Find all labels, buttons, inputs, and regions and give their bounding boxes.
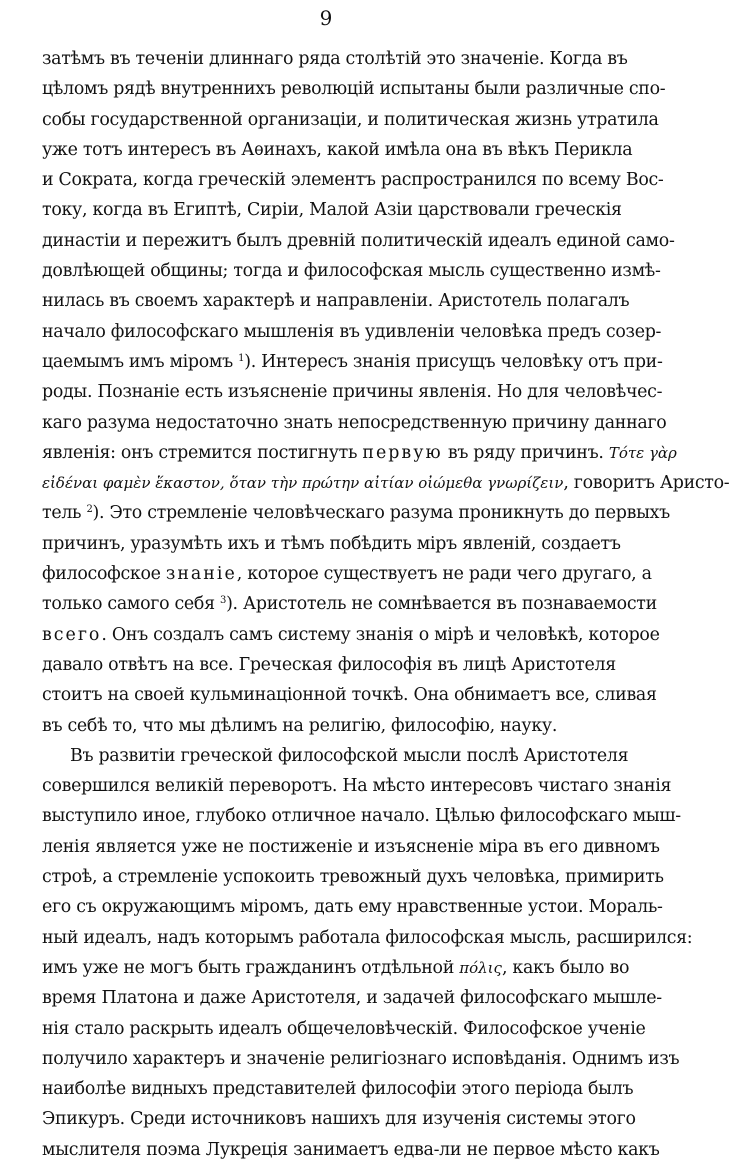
text-line: мыслителя поэма Лукреція занимаетъ едва-ли не первое мѣсто какъ — [42, 1139, 660, 1160]
text-line: ленія является уже не постиженіе и изъясненіе міра въ его дивномъ — [42, 836, 660, 857]
text-fragment: явленія: онъ стремится постигнуть — [42, 442, 358, 463]
text-line: и Сократа, когда греческій элементъ распространился по всему Вос- — [42, 170, 664, 191]
text-line: время Платона и даже Аристотеля, и задачей философскаго мышле- — [42, 988, 662, 1009]
text-line: строѣ, а стремленіе успокоить тревожный духъ человѣка, примирить — [42, 867, 664, 888]
spaced-emphasis: знаніе — [165, 564, 237, 585]
text-fragment: въ ряду причинъ. — [447, 442, 604, 463]
text-line: уже тотъ интересъ въ Аѳинахъ, какой имѣла она въ вѣкъ Перикла — [42, 139, 633, 160]
text-line: причинъ, уразумѣть ихъ и тѣмъ побѣдить міръ явленій, создаетъ — [42, 533, 621, 554]
text-line: роды. Познаніе есть изъясненіе причины явленія. Но для человѣчес- — [42, 382, 663, 403]
text-line: получило характеръ и значеніе религіознаго исповѣданія. Однимъ изъ — [42, 1048, 680, 1069]
text-line: совершился великій переворотъ. На мѣсто интересовъ чистаго знанія — [42, 776, 672, 797]
greek-quote: Τότε γὰρ — [608, 443, 677, 462]
text-line: Въ развитіи греческой философской мысли послѣ Аристотеля — [70, 745, 629, 766]
text-fragment: имъ уже не могъ быть гражданинъ отдѣльной — [42, 957, 455, 978]
text-line: стоитъ на своей кульминаціонной точкѣ. Она обнимаетъ все, сливая — [42, 685, 657, 706]
text-line: наиболѣе видныхъ представителей философіи этого періода былъ — [42, 1079, 634, 1100]
text-fragment: цаемымъ имъ міромъ — [42, 351, 233, 372]
text-line: собы государственной организаціи, и политическая жизнь утратила — [42, 109, 659, 130]
text-line: ный идеалъ, надъ которымъ работала философская мысль, расширился: — [42, 927, 693, 948]
text-fragment: только самого себя — [42, 594, 215, 615]
text-line — [42, 589, 657, 619]
text-line — [42, 953, 630, 983]
text-line: каго разума недостаточно знать непосредственную причину даннаго — [42, 412, 667, 433]
spaced-emphasis: всего — [42, 624, 102, 645]
text-fragment: ). Аристотель не сомнѣвается въ познаваемости — [226, 594, 657, 615]
body-text — [42, 44, 729, 1165]
footnote-marker: 2 — [86, 504, 93, 516]
text-line: его съ окружающимъ міромъ, дать ему нравственные устои. Мораль- — [42, 897, 663, 918]
spaced-emphasis: первую — [362, 442, 443, 463]
text-fragment: тель — [42, 503, 82, 524]
text-line: току, когда въ Египтѣ, Сиріи, Малой Азіи царствовали греческія — [42, 200, 622, 221]
text-fragment: , какъ было во — [501, 957, 630, 978]
text-fragment: ). Интересъ знанія присущъ человѣку отъ при- — [244, 351, 663, 372]
page-number: 9 — [319, 6, 333, 30]
text-line: начало философскаго мышленія въ удивленіи человѣка предъ созер- — [42, 321, 662, 342]
text-fragment: философское — [42, 564, 161, 585]
footnote-marker: 3 — [220, 595, 227, 607]
text-line: цѣломъ рядѣ внутреннихъ революцій испытаны были различные спо- — [42, 79, 666, 100]
text-line — [42, 468, 729, 498]
text-line: нія стало раскрыть идеалъ общечеловѣческій. Философское ученіе — [42, 1018, 646, 1039]
text-line: затѣмъ въ теченіи длиннаго ряда столѣтій это значеніе. Когда въ — [42, 49, 628, 69]
text-line: давало отвѣтъ на все. Греческая философія въ лицѣ Аристотеля — [42, 654, 616, 675]
text-line: нилась въ своемъ характерѣ и направленіи. Аристотель полагалъ — [42, 291, 630, 312]
text-line: довлѣющей общины; тогда и философская мысль существенно измѣ- — [42, 261, 661, 282]
text-fragment: , которое существуетъ не ради чего другаго, а — [236, 564, 652, 585]
text-line: династіи и пережитъ былъ древній политическій идеалъ единой само- — [42, 230, 675, 251]
greek-word: πόλις — [459, 958, 502, 977]
text-line — [42, 498, 670, 528]
greek-quote: εἰδέναι φαμὲν ἕκαστον, ὅταν τὴν πρώτην αἰτίαν οἰώμεθα γνωρίζειν — [42, 474, 564, 493]
text-fragment: . Онъ создалъ самъ систему знанія о мірѣ и человѣкѣ, которое — [101, 624, 660, 645]
text-line: въ себѣ то, что мы дѣлимъ на религію, философію, науку. — [42, 715, 558, 736]
footnote-marker: 1 — [238, 352, 245, 364]
text-line — [42, 559, 652, 589]
text-fragment: , говоритъ Аристо- — [563, 473, 729, 494]
text-line — [42, 347, 663, 377]
text-fragment: ). Это стремленіе человѣческаго разума проникнуть до первыхъ — [92, 503, 670, 524]
text-line — [42, 620, 660, 650]
text-line — [42, 438, 677, 468]
text-line: выступило иное, глубоко отличное начало. Цѣлью философскаго мыш- — [42, 806, 681, 827]
text-line: Эпикуръ. Среди источниковъ нашихъ для изученія системы этого — [42, 1109, 636, 1130]
